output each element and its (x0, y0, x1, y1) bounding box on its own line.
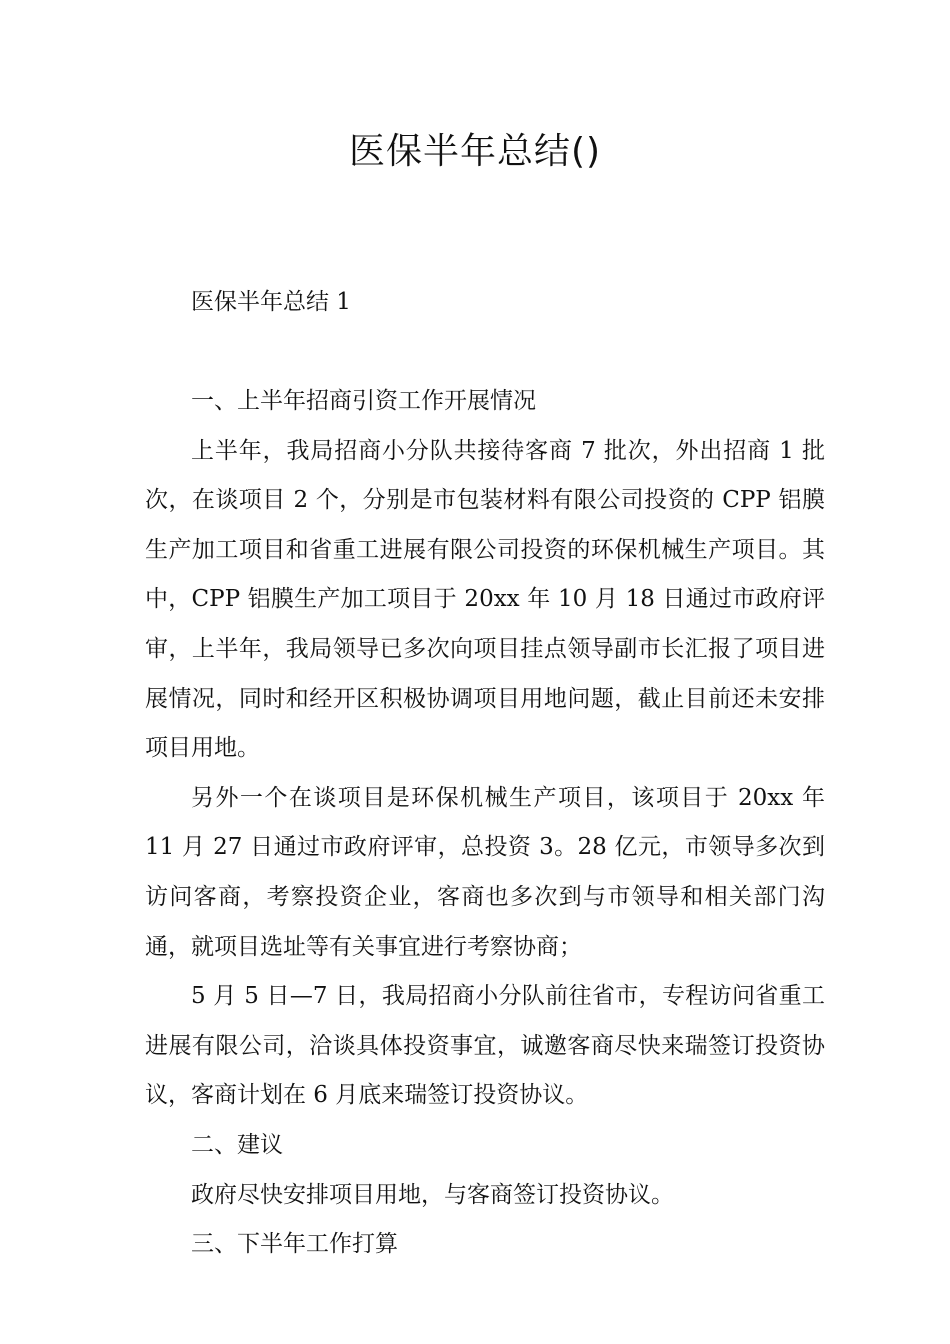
document-body (145, 377, 825, 1270)
heading-section-one: 一、上半年招商引资工作开展情况 (191, 388, 536, 414)
paragraph-environmental-project: 另外一个在谈项目是环保机械生产项目，该项目于 20xx 年 11 月 27 日通过市政府评审，总投资 3。28 亿元，市领导多次到访问客商，考察投资企业，客商也多次到与市领导和相关部门沟通，就项目选址等有关事宜进行考察协商； (145, 784, 825, 960)
paragraph-suggestion: 政府尽快安排项目用地，与客商签订投资协议。 (191, 1181, 674, 1208)
heading-section-three: 三、下半年工作打算 (191, 1231, 398, 1258)
paragraph-first-half-summary: 上半年，我局招商小分队共接待客商 7 批次，外出招商 1 批次，在谈项目 2 个，分别是市包装材料有限公司投资的 CPP 铝膜生产加工项目和省重工进展有限公司投资的环保机械生产项目。其中，CPP 铝膜生产加工项目于 20xx 年 10 月 18 日通过市政府评审，上半年，我局领导已多次向项目挂点领导副市长汇报了项目进展情况，同时和经开区积极协调项目用地问题，截止目前还未安排项目用地。 (145, 437, 825, 762)
paragraph-may-visit: 5 月 5 日—7 日，我局招商小分队前往省市，专程访问省重工进展有限公司，洽谈具体投资事宜，诚邀客商尽快来瑞签订投资协议，客商计划在 6 月底来瑞签订投资协议。 (145, 983, 825, 1109)
heading-section-two: 二、建议 (191, 1131, 283, 1158)
document-title: 医保半年总结() (348, 131, 602, 172)
section-subtitle: 医保半年总结 1 (191, 289, 351, 315)
